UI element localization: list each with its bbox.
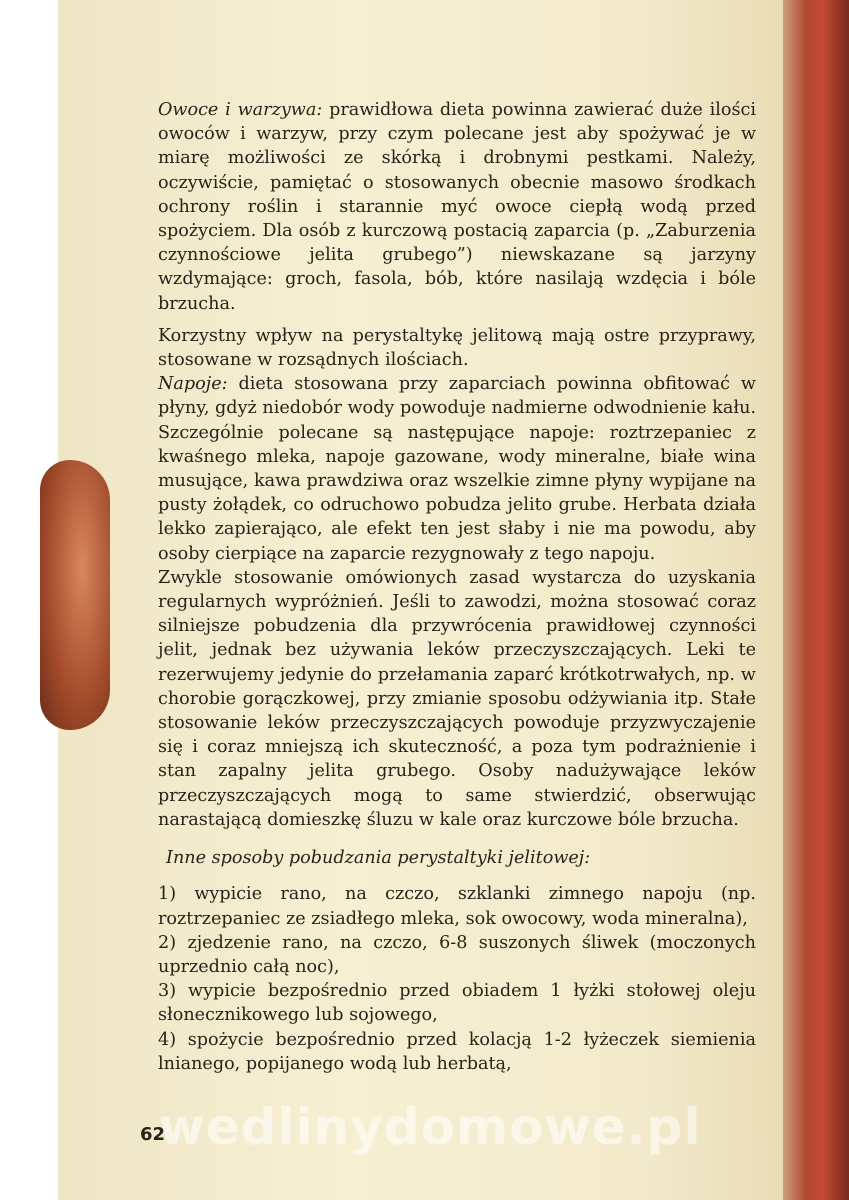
paragraph-drinks <box>158 372 756 566</box>
paragraph-lead: Napoje: <box>158 374 228 395</box>
watermark: wedlinydomowe.pl <box>158 1098 702 1156</box>
paragraph-laxatives: Zwykle stosowanie omówionych zasad wystarcza do uzyskania regularnych wypróżnień. Jeśli to zawodzi, można stosować coraz silniejsze pobudzenia dla przywrócenia prawidłowej czynności jelit, jednak bez używania leków przeczyszczających. Leki te rezerwujemy jedynie do przełamania zaparć krótkotrwałych, np. w chorobie gorączkowej, przy zmianie sposobu odżywiania itp. Stałe stosowanie leków przeczyszczających powoduje przyzwyczajenie się i coraz mniejszą ich skuteczność, a poza tym podrażnienie i stan zapalny jelita grubego. Osoby nadużywające leków przeczyszczających mogą to same stwierdzić, obserwując narastającą domieszkę śluzu w kale oraz kurczowe bóle brzucha. <box>158 567 756 830</box>
paragraph-spices: Korzystny wpływ na perystaltykę jelitową mają ostre przyprawy, stosowane w rozsądnych ilościach. <box>158 325 756 371</box>
thumb <box>40 460 110 730</box>
list-item: 3) wypicie bezpośrednio przed obiadem 1 łyżki stołowej oleju słonecznikowego lub sojowego, <box>158 981 756 1026</box>
paragraph-body: dieta stosowana przy zaparciach powinna obfitować w płyny, gdyż niedobór wody powoduje nadmierne odwodnienie kału. Szczególnie polecane są następujące napoje: roztrzepaniec z kwaśnego mleka, napoje gazowane, wody mineralne, białe wina musujące, kawa prawdziwa oraz wszelkie zimne płyny wypijane na pusty żołądek, co odruchowo pobudza jelito grube. Herbata działa lekko zapierająco, ale efekt ten jest słaby i nie ma powodu, aby osoby cierpiące na zaparcie rezygnowały z tego napoju. <box>158 374 756 564</box>
page-number: 62 <box>140 1124 166 1145</box>
section-subheading: Inne sposoby pobudzania perystaltyki jelitowej: <box>166 848 591 869</box>
list-item: 4) spożycie bezpośrednio przed kolacją 1-2 łyżeczek siemienia lnianego, popijanego wodą lub herbatą, <box>158 1029 756 1074</box>
list-item: 2) zjedzenie rano, na czczo, 6-8 suszonych śliwek (moczonych uprzednio całą noc), <box>158 932 756 977</box>
book-spine <box>783 0 849 1200</box>
page-text <box>158 98 756 1076</box>
paragraph-body: prawidłowa dieta powinna zawierać duże ilości owoców i warzyw, przy czym polecane jest aby spożywać je w miarę możliwości ze skórką i drobnymi pestkami. Należy, oczywiście, pamiętać o stosowanych obecnie masowo środkach ochrony roślin i starannie myć owoce ciepłą wodą przed spożyciem. Dla osób z kurczową postacią zaparcia (p. „Zaburzenia czynnościowe jelita grubego”) niewskazane są jarzyny wzdymające: groch, fasola, bób, które nasilają wzdęcia i bóle brzucha. <box>158 100 756 314</box>
paragraph-fruits <box>158 98 756 316</box>
methods-list <box>158 882 756 1076</box>
paragraph-lead: Owoce i warzywa: <box>158 100 323 120</box>
list-item: 1) wypicie rano, na czczo, szklanki zimnego napoju (np. roztrzepaniec ze zsiadłego mleka, sok owocowy, woda mineralna), <box>158 884 756 929</box>
